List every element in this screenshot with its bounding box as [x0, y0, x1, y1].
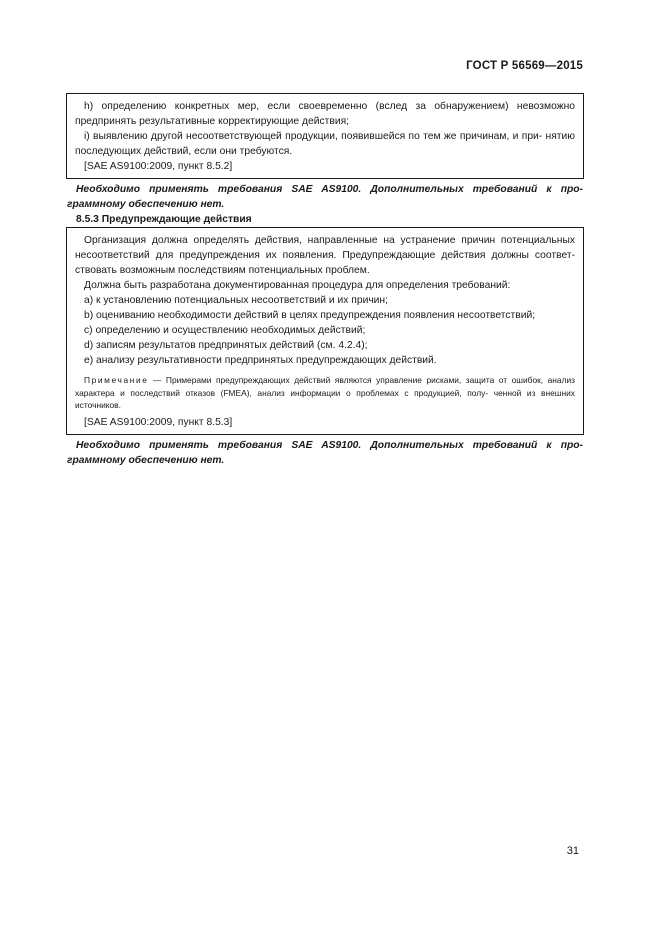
document-header: ГОСТ Р 56569—2015 — [466, 60, 583, 72]
page-number: 31 — [566, 845, 579, 857]
requirements-box-8-5-3 — [66, 227, 584, 435]
page-content — [66, 93, 584, 468]
list-item-b: b) оцениванию необходимости действий в целях предупреждения появления несоответствий; — [84, 310, 536, 321]
list-item-c: c) определению и осуществлению необходимых действий; — [84, 325, 366, 336]
software-requirement-note-1: Необходимо применять требования SAE AS9100. Дополнительных требований к про- граммному обеспечению нет. — [67, 184, 583, 210]
reference-8-5-2: [SAE AS9100:2009, пункт 8.5.2] — [84, 161, 233, 172]
note — [75, 374, 575, 412]
paragraph-1: Организация должна определять действия, направленные на устранение причин потенциальных несоответствий для предупреждения их появления. Предупреждающие действия должны соответ- ствовать возможным последствиям потенциальных проблем. — [75, 235, 575, 276]
note-text: — Примерами предупреждающих действий являются управление рисками, защита от ошибок, анализ характера и последствий отказов (FMEA), анализ информации о проблемах с продукцией, полу- ченной из внешних источников. — [75, 375, 575, 410]
list-item-d: d) записям результатов предпринятых действий (см. 4.2.4); — [84, 340, 368, 351]
list-item-a: a) к установлению потенциальных несоответствий и их причин; — [84, 295, 388, 306]
software-requirement-note-2: Необходимо применять требования SAE AS9100. Дополнительных требований к про- граммному обеспечению нет. — [67, 439, 583, 466]
requirements-box-8-5-2 — [66, 93, 584, 179]
paragraph-2: Должна быть разработана документированная процедура для определения требований: — [84, 280, 511, 291]
list-item-e: e) анализу результативности предпринятых предупреждающих действий. — [84, 355, 437, 366]
list-item-i: i) выявлению другой несоответствующей продукции, появившейся по тем же причинам, и при- нятию последующих действий, если они требуются. — [75, 131, 575, 157]
list-item-h: h) определению конкретных мер, если своевременно (вслед за обнаружением) невозможно предпринять результативные корректирующие действия; — [75, 101, 575, 127]
reference-8-5-3: [SAE AS9100:2009, пункт 8.5.3] — [84, 416, 233, 428]
note-label: Примечание — [84, 375, 149, 385]
section-heading-8-5-3: 8.5.3 Предупреждающие действия — [76, 214, 252, 225]
